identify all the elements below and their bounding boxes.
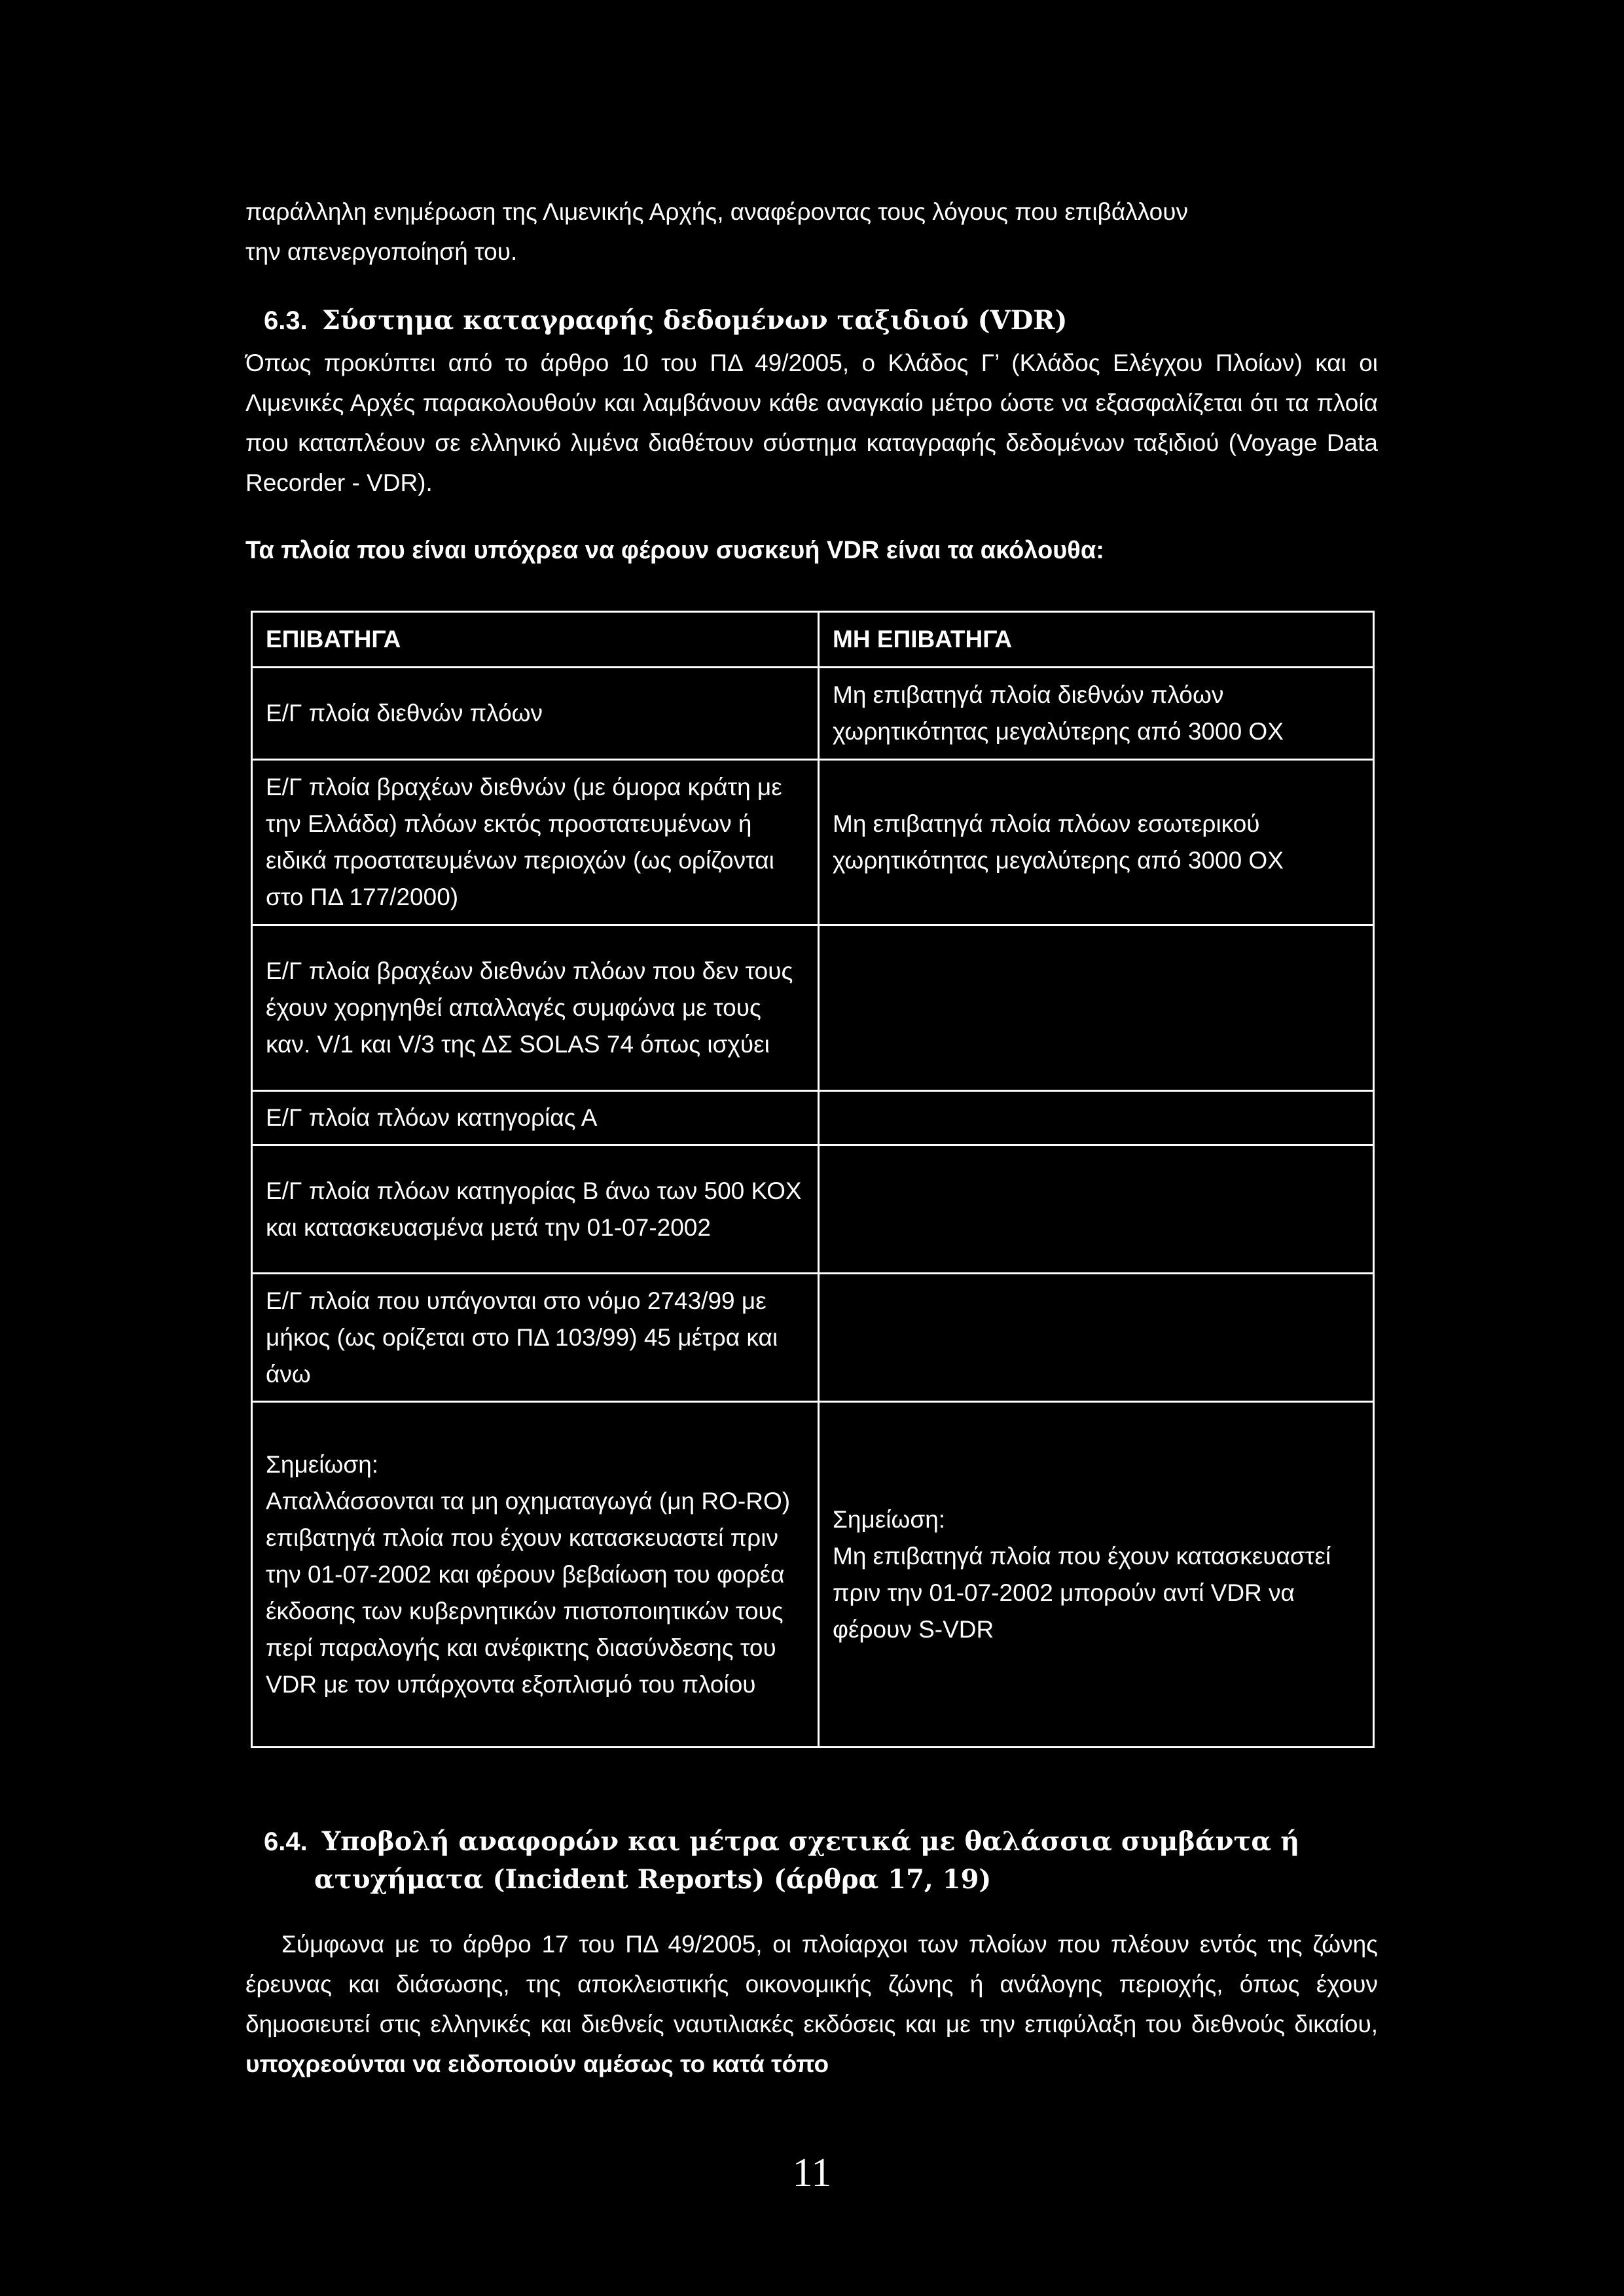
note-passenger-label: Σημείωση: (266, 1450, 379, 1478)
intro-paragraph (245, 192, 1378, 272)
table-cell (819, 1091, 1374, 1145)
section-6-3-body: Όπως προκύπτει από το άρθρο 10 του ΠΔ 49/2005, ο Κλάδος Γ’ (Κλάδος Ελέγχου Πλοίων) και οι Λιμενικές Αρχές παρακολουθούν και λαμβάνουν κάθε αναγκαίο μέτρο ώστε να εξασφαλίζεται ότι τα πλοία που καταπλέουν σε ελληνικό λιμένα διαθέτουν σύστημα καταγραφής δεδομένων ταξιδιού (Voyage Data Recorder - VDR). (245, 350, 1378, 496)
table-cell (819, 1145, 1374, 1274)
table-row (252, 925, 1374, 1091)
section-6-3-number: 6.3. (264, 306, 308, 335)
table-cell: Μη επιβατηγά πλοία πλόων εσωτερικού χωρητικότητας μεγαλύτερης από 3000 ΟΧ (819, 760, 1374, 925)
table-cell (819, 925, 1374, 1091)
note-non-passenger-cell (819, 1402, 1374, 1748)
table-row (252, 1145, 1374, 1274)
vdr-lead-sentence: Τα πλοία που είναι υπόχρεα να φέρουν συσκευή VDR είναι τα ακόλουθα: (245, 537, 1104, 564)
section-6-4-body-text: Σύμφωνα με το άρθρο 17 του ΠΔ 49/2005, οι πλοίαρχοι των πλοίων που πλέουν εντός της ζώνης έρευνας και διάσωσης, της αποκλειστικής οικονομικής ζώνης ή ανάλογης περιοχής, όπως έχουν δημοσιευτεί στις ελληνικές και διεθνείς ναυτιλιακές εκδόσεις και με την επιφύλαξη του διεθνούς δικαίου, (245, 1931, 1378, 2037)
header-non-passenger: ΜΗ ΕΠΙΒΑΤΗΓΑ (819, 612, 1374, 668)
section-6-4-body-bold: υποχρεούνται να ειδοποιούν αμέσως το κατά τόπο (245, 2051, 829, 2077)
section-6-3-heading (264, 305, 1067, 336)
note-non-passenger-label: Σημείωση: (833, 1505, 946, 1533)
section-6-4-number: 6.4. (264, 1827, 308, 1856)
section-6-4-heading-line-2: ατυχήματα (Incident Reports) (άρθρα 17, 19) (314, 1864, 992, 1895)
intro-line-2: την απενεργοποίησή του. (245, 238, 518, 265)
table-cell: Ε/Γ πλοία βραχέων διεθνών πλόων που δεν τους έχουν χορηγηθεί απαλλαγές συμφώνα με τους καν. V/1 και V/3 της ΔΣ SOLAS 74 όπως ισχύει (252, 925, 819, 1091)
note-passenger-text: Απαλλάσσονται τα μη οχηματαγωγά (μη RO-RO) επιβατηγά πλοία που έχουν κατασκευαστεί πριν την 01-07-2002 και φέρουν βεβαίωση του φορέα έκδοσης των κυβερνητικών πιστοποιητικών τους περί παραλογής και ανέφικτης διασύνδεσης του VDR με τον υπάρχοντα εξοπλισμό του πλοίου (266, 1487, 791, 1698)
table-cell: Μη επιβατηγά πλοία διεθνών πλόων χωρητικότητας μεγαλύτερης από 3000 ΟΧ (819, 668, 1374, 760)
table-cell: Ε/Γ πλοία διεθνών πλόων (252, 668, 819, 760)
table-note-row (252, 1402, 1374, 1748)
section-6-4-body (245, 1924, 1378, 2084)
table-cell: Ε/Γ πλοία που υπάγονται στο νόμο 2743/99 με μήκος (ως ορίζεται στο ΠΔ 103/99) 45 μέτρα και άνω (252, 1274, 819, 1402)
table-row (252, 1091, 1374, 1145)
table-cell: Ε/Γ πλοία πλόων κατηγορίας Α (252, 1091, 819, 1145)
note-passenger-cell (252, 1402, 819, 1748)
table-row (252, 1274, 1374, 1402)
page-number: 11 (792, 2151, 832, 2195)
section-6-4-title-line-1: Υποβολή αναφορών και μέτρα σχετικά με θαλάσσια συμβάντα ή (321, 1826, 1300, 1857)
table-cell (819, 1274, 1374, 1402)
header-passenger: ΕΠΙΒΑΤΗΓΑ (252, 612, 819, 668)
table-row (252, 760, 1374, 925)
section-6-4-heading-line-1 (264, 1826, 1299, 1857)
note-non-passenger-text: Μη επιβατηγά πλοία που έχουν κατασκευαστεί πριν την 01-07-2002 μπορούν αντί VDR να φέρουν S-VDR (833, 1542, 1331, 1643)
table-cell: Ε/Γ πλοία πλόων κατηγορίας Β άνω των 500 ΚΟΧ και κατασκευασμένα μετά την 01-07-2002 (252, 1145, 819, 1274)
intro-line-1: παράλληλη ενημέρωση της Λιμενικής Αρχής, αναφέροντας τους λόγους που επιβάλλουν (245, 198, 1188, 225)
table-cell: Ε/Γ πλοία βραχέων διεθνών (με όμορα κράτη με την Ελλάδα) πλόων εκτός προστατευμένων ή ειδικά προστατευμένων περιοχών (ως ορίζονται στο ΠΔ 177/2000) (252, 760, 819, 925)
table-row (252, 668, 1374, 760)
section-6-3-title: Σύστημα καταγραφής δεδομένων ταξιδιού (VDR) (321, 305, 1068, 336)
table-header-row (252, 612, 1374, 668)
vdr-requirements-table (251, 611, 1375, 1748)
